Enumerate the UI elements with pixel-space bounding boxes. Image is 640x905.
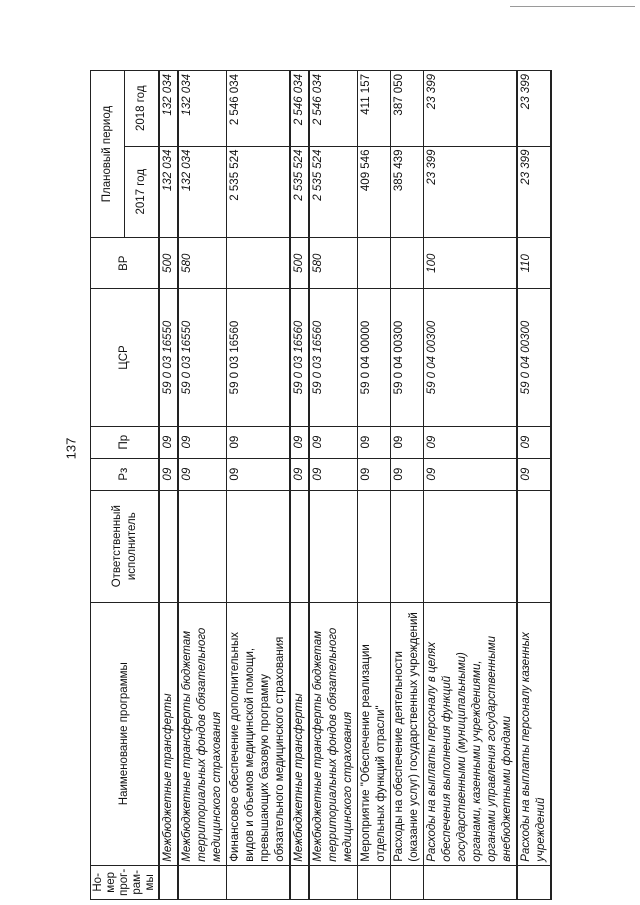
cell-program-name: Мероприятие "Обеспечение реализации отдельных функций отрасли": [358, 602, 391, 865]
cell-program-name: Межбюджетные трансферты бюджетам территориальных фондов обязательного медицинского страхования: [178, 602, 227, 865]
table-row: [159, 71, 178, 900]
cell-pr: 09: [227, 426, 291, 458]
cell-executor: [178, 490, 227, 602]
cell-rz: 09: [358, 458, 391, 490]
cell-year-2018: 132 034: [178, 71, 227, 147]
cell-rz: 09: [424, 458, 518, 490]
table-row: [178, 71, 227, 900]
header-pr: Пр: [91, 426, 160, 458]
cell-program-name: Расходы на выплаты персоналу в целях обеспечения выполнения функций государственными (муниципальными) органами, казенными учреждениями, органами управления государственными внебюджетными фондами: [424, 602, 518, 865]
cell-year-2017: 23 399: [424, 146, 518, 237]
header-year-2018: 2018 год: [124, 71, 159, 147]
cell-program-number: [309, 865, 358, 899]
cell-year-2017: 2 535 524: [309, 146, 358, 237]
cell-rz: 09: [517, 458, 551, 490]
cell-year-2018: 23 399: [517, 71, 551, 147]
cell-executor: [391, 490, 424, 602]
cell-csr: 59 0 04 00300: [517, 289, 551, 426]
table-row: [309, 71, 358, 900]
cell-executor: [159, 490, 178, 602]
header-executor: Ответственный исполнитель: [91, 490, 160, 602]
cell-year-2017: 23 399: [517, 146, 551, 237]
cell-year-2018: 387 050: [391, 71, 424, 147]
table-row: [290, 71, 309, 900]
table-row: [424, 71, 518, 900]
table-row: [358, 71, 391, 900]
cell-csr: 59 0 03 16550: [159, 289, 178, 426]
cell-rz: 09: [227, 458, 291, 490]
cell-program-number: [517, 865, 551, 899]
cell-program-number: [391, 865, 424, 899]
cell-year-2017: 2 535 524: [290, 146, 309, 237]
cell-csr: 59 0 04 00300: [424, 289, 518, 426]
cell-rz: 09: [290, 458, 309, 490]
header-program-name: Наименование программы: [91, 602, 160, 865]
header-program-number: Но- мер прог- рам- мы: [91, 865, 160, 899]
cell-pr: 09: [358, 426, 391, 458]
cell-pr: 09: [517, 426, 551, 458]
budget-table: [90, 70, 552, 900]
cell-vr: 500: [290, 237, 309, 288]
cell-year-2017: 2 535 524: [227, 146, 291, 237]
cell-program-number: [358, 865, 391, 899]
header-vr: ВР: [91, 237, 160, 288]
table-row: [227, 71, 291, 900]
cell-year-2018: 2 546 034: [227, 71, 291, 147]
cell-program-number: [290, 865, 309, 899]
cell-csr: 59 0 03 16560: [309, 289, 358, 426]
table-header-row: [91, 71, 125, 900]
cell-csr: 59 0 03 16550: [178, 289, 227, 426]
cell-pr: 09: [309, 426, 358, 458]
cell-program-name: Межбюджетные трансферты бюджетам территориальных фондов обязательного медицинского страхования: [309, 602, 358, 865]
cell-year-2017: 385 439: [391, 146, 424, 237]
cell-executor: [227, 490, 291, 602]
cell-program-name: Межбюджетные трансферты: [290, 602, 309, 865]
cell-executor: [358, 490, 391, 602]
cell-program-number: [159, 865, 178, 899]
scan-edge-line: [510, 6, 635, 7]
cell-pr: 09: [290, 426, 309, 458]
cell-vr: 580: [309, 237, 358, 288]
cell-pr: 09: [159, 426, 178, 458]
cell-executor: [290, 490, 309, 602]
cell-program-name: Расходы на обеспечение деятельности (оказание услуг) государственных учреждений: [391, 602, 424, 865]
cell-executor: [309, 490, 358, 602]
table-row: [391, 71, 424, 900]
cell-year-2017: 409 546: [358, 146, 391, 237]
cell-rz: 09: [178, 458, 227, 490]
cell-executor: [517, 490, 551, 602]
cell-csr: 59 0 03 16560: [227, 289, 291, 426]
cell-csr: 59 0 04 00000: [358, 289, 391, 426]
cell-pr: 09: [178, 426, 227, 458]
cell-program-name: Расходы на выплаты персоналу казенных учреждений: [517, 602, 551, 865]
cell-year-2018: 23 399: [424, 71, 518, 147]
cell-year-2017: 132 034: [159, 146, 178, 237]
cell-vr: [358, 237, 391, 288]
cell-vr: [391, 237, 424, 288]
cell-csr: 59 0 04 00300: [391, 289, 424, 426]
cell-program-number: [178, 865, 227, 899]
cell-year-2017: 132 034: [178, 146, 227, 237]
cell-year-2018: 2 546 034: [290, 71, 309, 147]
cell-vr: 110: [517, 237, 551, 288]
page-number: 137: [63, 437, 79, 460]
cell-year-2018: 411 157: [358, 71, 391, 147]
cell-rz: 09: [309, 458, 358, 490]
cell-program-name: Финансовое обеспечение дополнительных видов и объемов медицинской помощи, превышающих базовую программу обязательного медицинского страхования: [227, 602, 291, 865]
header-year-2017: 2017 год: [124, 146, 159, 237]
header-planned-period: Плановый период: [91, 71, 125, 238]
cell-vr: 100: [424, 237, 518, 288]
cell-year-2018: 132 034: [159, 71, 178, 147]
header-csr: ЦСР: [91, 289, 160, 426]
cell-csr: 59 0 03 16560: [290, 289, 309, 426]
cell-vr: 500: [159, 237, 178, 288]
header-rz: Рз: [91, 458, 160, 490]
cell-rz: 09: [159, 458, 178, 490]
cell-year-2018: 2 546 034: [309, 71, 358, 147]
cell-executor: [424, 490, 518, 602]
cell-vr: [227, 237, 291, 288]
cell-program-name: Межбюджетные трансферты: [159, 602, 178, 865]
cell-vr: 580: [178, 237, 227, 288]
table-row: [517, 71, 551, 900]
cell-pr: 09: [391, 426, 424, 458]
cell-program-number: [424, 865, 518, 899]
cell-pr: 09: [424, 426, 518, 458]
cell-rz: 09: [391, 458, 424, 490]
budget-table-sheet: [90, 70, 547, 900]
cell-program-number: [227, 865, 291, 899]
